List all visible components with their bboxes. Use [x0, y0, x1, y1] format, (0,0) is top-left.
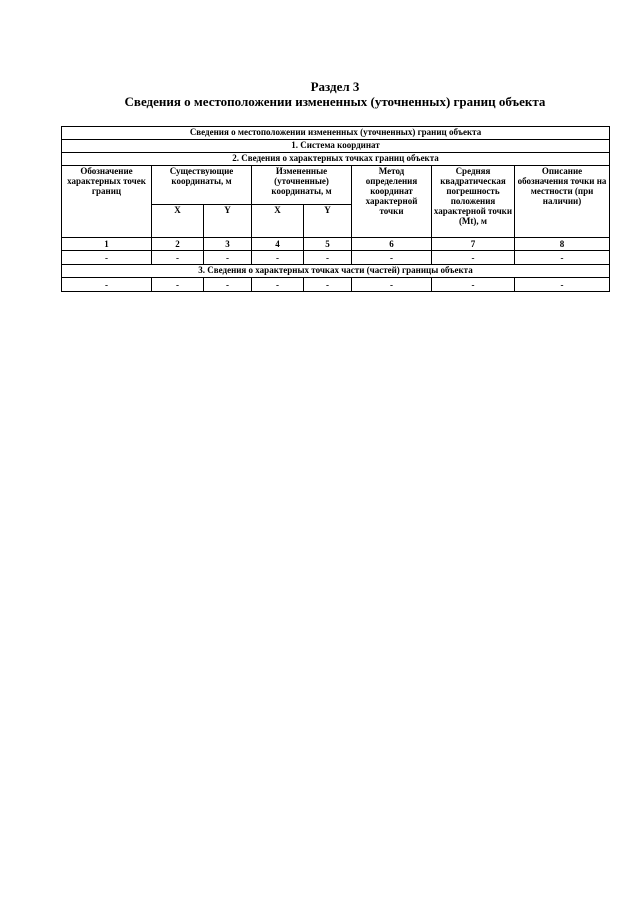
column-numbers-row: [62, 238, 610, 251]
table-cell: -: [432, 278, 515, 292]
table-cell: -: [62, 251, 152, 265]
header-x-changed: X: [252, 205, 304, 238]
header-existing-coords: Существующие координаты, м: [152, 166, 252, 205]
table-title: Сведения о местоположении измененных (уточненных) границ объекта: [62, 127, 610, 140]
table-cell: -: [304, 278, 352, 292]
table-cell: -: [62, 278, 152, 292]
section-label: Раздел 3: [310, 79, 360, 94]
parts-section-row: 3. Сведения о характерных точках части (частей) границы объекта: [62, 265, 610, 278]
points-section-row: 2. Сведения о характерных точках границ объекта: [62, 153, 610, 166]
column-number: 5: [304, 238, 352, 251]
header-description: Описание обозначения точки на местности (при наличии): [515, 166, 610, 238]
column-number: 3: [204, 238, 252, 251]
table-cell: -: [152, 278, 204, 292]
table-cell: -: [252, 251, 304, 265]
column-number: 8: [515, 238, 610, 251]
header-y-existing: Y: [204, 205, 252, 238]
table-cell: -: [252, 278, 304, 292]
column-number: 2: [152, 238, 204, 251]
column-number: 6: [352, 238, 432, 251]
table-cell: -: [432, 251, 515, 265]
section-heading: [0, 79, 640, 110]
table-row: [62, 278, 610, 292]
header-x-existing: X: [152, 205, 204, 238]
header-changed-coords: Измененные (уточненные) координаты, м: [252, 166, 352, 205]
table-cell: -: [515, 278, 610, 292]
column-number: 4: [252, 238, 304, 251]
table-row: [62, 251, 610, 265]
table-cell: -: [152, 251, 204, 265]
header-point-designation: Обозначение характерных точек границ: [62, 166, 152, 238]
column-number: 1: [62, 238, 152, 251]
column-number: 7: [432, 238, 515, 251]
table-cell: -: [352, 251, 432, 265]
table-cell: -: [204, 278, 252, 292]
section-title: Сведения о местоположении измененных (уточненных) границ объекта: [124, 94, 546, 109]
header-error: Средняя квадратическая погрешность положения характерной точки (Mt), м: [432, 166, 515, 238]
boundary-table: [61, 126, 610, 292]
table-cell: -: [515, 251, 610, 265]
coord-system-row: 1. Система координат: [62, 140, 610, 153]
table-cell: -: [304, 251, 352, 265]
table-cell: -: [204, 251, 252, 265]
header-y-changed: Y: [304, 205, 352, 238]
table-cell: -: [352, 278, 432, 292]
header-method: Метод определения координат характерной точки: [352, 166, 432, 238]
